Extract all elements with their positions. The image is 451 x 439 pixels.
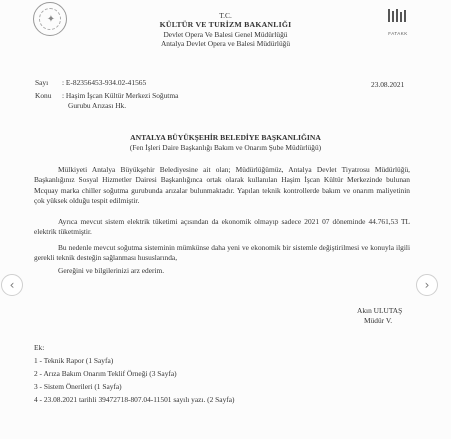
recipient-line2: (Fen İşleri Daire Başkanlığı Bakım ve Onarım Şube Müdürlüğü): [129, 143, 322, 152]
attachment-item: 2 - Arıza Bakım Onarım Teklif Örneği (3 Sayfa): [34, 369, 177, 378]
header-sub-directorate: Antalya Devlet Opera ve Balesi Müdürlüğü: [160, 39, 291, 48]
document-date: 23.08.2021: [371, 80, 405, 89]
logo-text: FATAKK: [388, 31, 408, 36]
prev-page-button[interactable]: [1, 274, 23, 296]
konu-line2: Gurubu Arızası Hk.: [68, 101, 127, 110]
body-paragraph-2: Ayrıca mevcut sistem elektrik tüketimi açısından da ekonomik olmayıp sadece 2021 07 döneminde 44.761,53 TL elektrik tüketmiştir.: [34, 217, 410, 237]
attachments-label: Ek:: [34, 343, 45, 352]
signer-name: Akın ULUTAŞ: [357, 306, 403, 315]
konu-line1: : Haşim İşcan Kültür Merkezi Soğutma: [62, 91, 179, 100]
attachment-item: 1 - Teknik Rapor (1 Sayfa): [34, 356, 114, 365]
attachment-item: 3 - Sistem Önerileri (1 Sayfa): [34, 382, 122, 391]
signer-title: Müdür V.: [364, 316, 393, 325]
attachment-item: 4 - 23.08.2021 tarihli 39472718-807.04-11501 sayılı yazı. (2 Sayfa): [34, 395, 235, 404]
body-paragraph-3: Bu nedenle mevcut soğutma sisteminin mümkünse daha yeni ve ekonomik bir sistemle değiştirilmesi ve konuyla ilgili gerekli teknik desteğin sağlanması hususlarında,: [34, 243, 410, 263]
sayi-label: Sayı: [35, 78, 49, 87]
chevron-left-icon: ‹: [9, 278, 15, 292]
header-ministry: KÜLTÜR VE TURİZM BAKANLIĞI: [159, 20, 292, 29]
header-directorate: Devlet Opera Ve Balesi Genel Müdürlüğü: [163, 30, 288, 39]
chevron-right-icon: ›: [424, 278, 430, 292]
sayi-value: : E-82356453-934.02-41565: [62, 78, 147, 87]
body-paragraph-1: Mülkiyeti Antalya Büyükşehir Belediyesine ait olan; Müdürlüğümüz, Antalya Devlet Tiyatrosu Müdürlüğü, Başkanlığınız Sosyal Hizmetler Dairesi Başkanlığınca ortak olarak kullanılan Haşim İşcan Kültür Merkezinde bulunan Mcquay marka chiller soğutma gurubunda arızalar bulunmaktadır. Yapılan teknik kontrollerde bakım ve onarım maliyetinin çok yüksek olduğu tespit edilmiştir.: [34, 165, 410, 205]
konu-label: Konu: [35, 91, 52, 100]
header-tc: T.C.: [219, 11, 232, 20]
opera-logo-icon: [384, 8, 412, 30]
recipient-line1: ANTALYA BÜYÜKŞEHİR BELEDİYE BAŞKANLIĞINA: [130, 133, 321, 142]
body-paragraph-4: Gereğini ve bilgilerinizi arz ederim.: [58, 266, 165, 275]
next-page-button[interactable]: [416, 274, 438, 296]
ministry-seal-icon: ✦: [33, 2, 67, 36]
